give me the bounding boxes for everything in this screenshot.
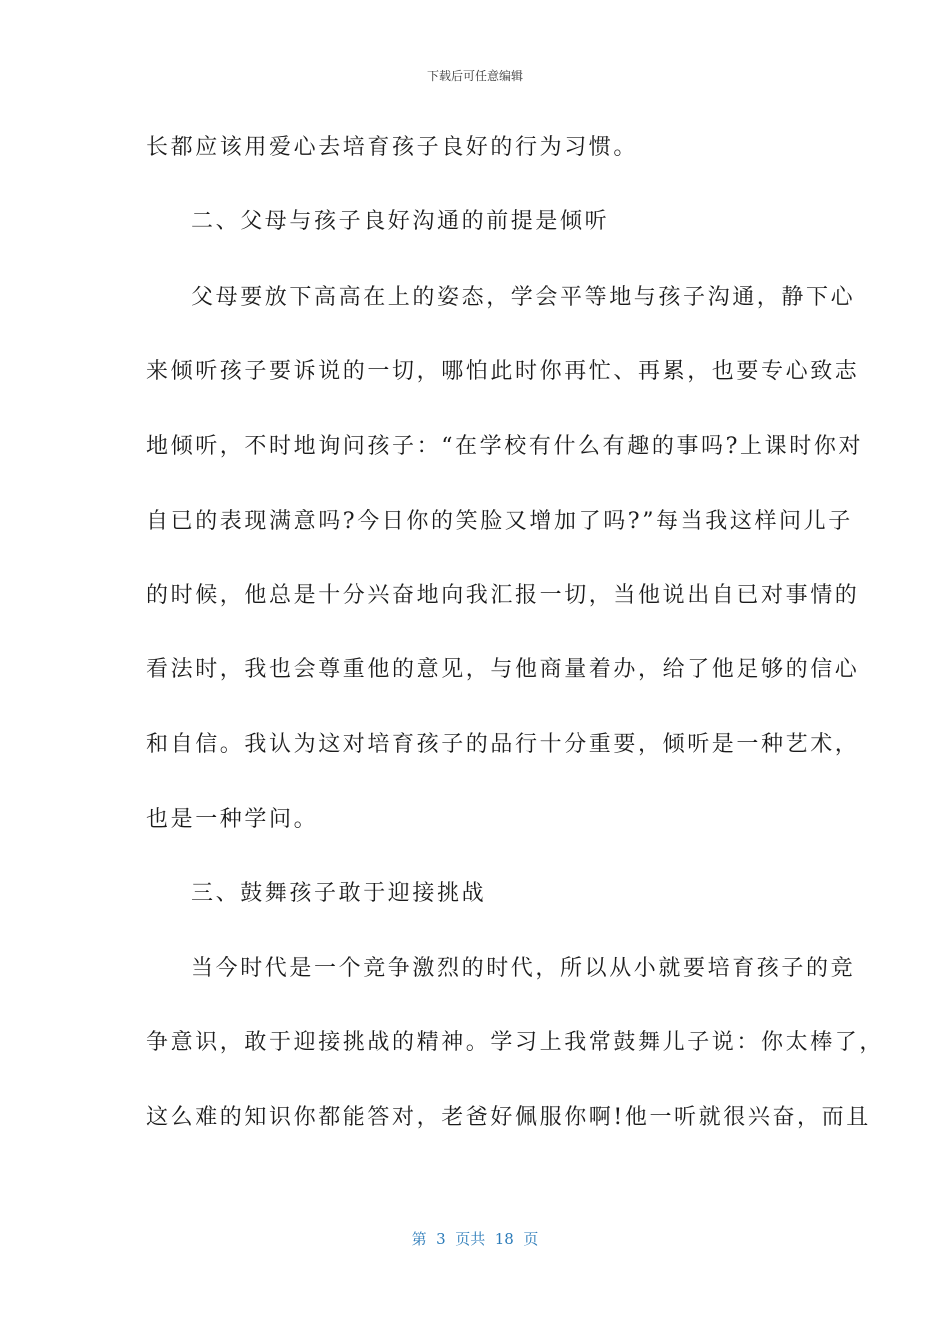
body-line-4: 来倾听孩子要诉说的一切，哪怕此时你再忙、再累，也要专心致志 (146, 359, 860, 384)
body-line-1: 长都应该用爱心去培育孩子良好的行为习惯。 (146, 135, 639, 160)
body-line-3: 父母要放下高高在上的姿态，学会平等地与孩子沟通，静下心 (191, 285, 856, 310)
section-heading-3: 三、鼓舞孩子敢于迎接挑战 (191, 881, 487, 906)
body-line-8: 看法时，我也会尊重他的意见，与他商量着办，给了他足够的信心 (146, 657, 860, 682)
body-line-14: 这么难的知识你都能答对，老爸好佩服你啊!他一听就很兴奋，而且 (146, 1105, 871, 1130)
body-line-7: 的时候，他总是十分兴奋地向我汇报一切，当他说出自已对事情的 (146, 583, 860, 608)
body-line-9: 和自信。我认为这对培育孩子的品行十分重要，倾听是一种艺术， (146, 732, 860, 757)
page-header: 下载后可任意编辑 (426, 69, 523, 83)
body-line-13: 争意识，敢于迎接挑战的精神。学习上我常鼓舞儿子说：你太棒了， (146, 1030, 885, 1055)
body-line-5: 地倾听，不时地询问孩子：“在学校有什么有趣的事吗?上课时你对 (146, 434, 864, 459)
body-line-6: 自已的表现满意吗?今日你的笑脸又增加了吗?”每当我这样问儿子 (146, 509, 853, 534)
body-line-12: 当今时代是一个竞争激烈的时代，所以从小就要培育孩子的竞 (191, 956, 856, 981)
body-line-10: 也是一种学问。 (146, 807, 319, 832)
section-heading-2: 二、父母与孩子良好沟通的前提是倾听 (191, 209, 610, 234)
page-footer: 第 3 页共 18 页 (411, 1230, 539, 1248)
